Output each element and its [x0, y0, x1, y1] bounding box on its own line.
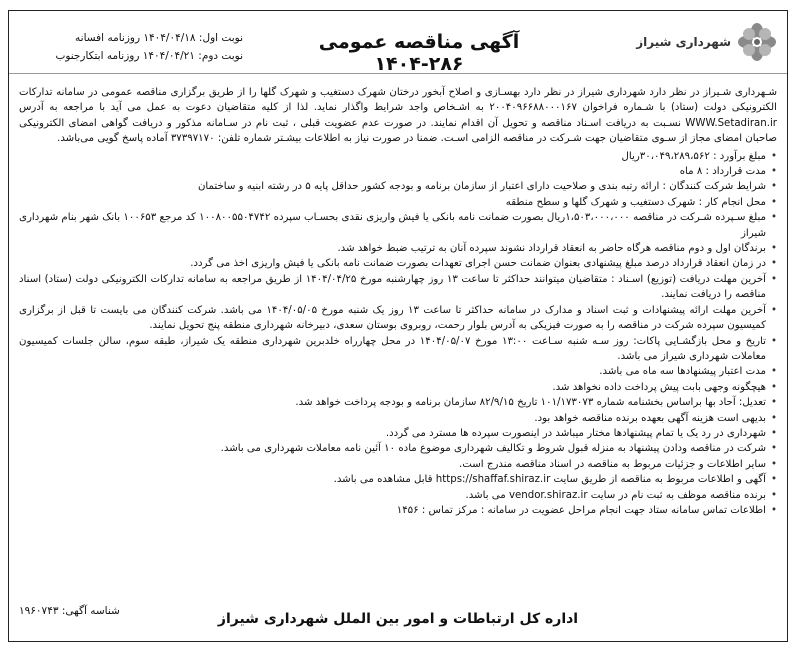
list-item: • شهرداری در رد یک یا تمام پیشنهادها مختار میباشد در اینصورت سپرده ها مسترد می گردد.	[19, 426, 777, 441]
ad-header	[9, 11, 787, 74]
tender-advertisement	[8, 10, 788, 642]
list-item: • آگهی و اطلاعات مربوط به مناقصه از طریق سایت https://shaffaf.shiraz.ir قابل مشاهده می باشد.	[19, 472, 777, 487]
list-item: • برنده مناقصه موظف به ثبت نام در سایت vendor.shiraz.ir می باشد.	[19, 488, 777, 503]
logo-text: شهرداری شیراز	[636, 35, 731, 49]
list-item: • تاریخ و محل بازگشـایی پاکات: روز سـه شنبه سـاعت ۱۳:۰۰ مورخ ۱۴۰۴/۰۵/۰۷ در محل چهارراه خلدبرین شهرداری منطقه یک شیراز، طبقه سوم، سالن جلسات کمیسیون معاملات شهرداری شیراز می باشد.	[19, 334, 777, 365]
publish-second: نوبت دوم: ۱۴۰۴/۰۴/۲۱ روزنامه ابتکارجنوب	[55, 50, 243, 62]
ad-footer	[9, 599, 787, 633]
list-item: • مدت اعتبار پیشنهادها سه ماه می باشد.	[19, 364, 777, 379]
list-item: • اطلاعات تماس سامانه ستاد جهت انجام مراحل عضویت در سامانه : مرکز تماس : ۱۴۵۶	[19, 503, 777, 518]
list-item: • مدت قرارداد : ۸ ماه	[19, 164, 777, 179]
list-item: • تعدیل: آحاد بها براساس بخشنامه شماره ۱۰۱/۱۷۳۰۷۳ تاریخ ۸۲/۹/۱۵ سازمان برنامه و بودجه پرداخت خواهد شد.	[19, 395, 777, 410]
list-item: • بدیهی است هزینه آگهی بعهده برنده مناقصه خواهد بود.	[19, 411, 777, 426]
list-item: • هیچگونه وجهی بابت پیش پرداخت داده نخواهد شد.	[19, 380, 777, 395]
intro-paragraph: شـهرداری شـیراز در نظر دارد شهرداری شیراز در نظر دارد بهسـازی و اصلاح آبخور درختان شهرک دستغیب و شهرک گلها را از طریق برگزاری مناقصه عمومی در سامانه تدارکات الکترونیکی دولت (ستاد) با شـماره فراخوان ۲۰۰۴۰۹۶۶۸۸۰۰۰۱۶۷ به اشـخاص واجد شرایط واگذار نماید. لذا از کلیه متقاضیان دعوت به عمل می آید با مراجعه به آدرس WWW.Setadiran.ir نسـبت به دریافت اسـناد مناقصه و تحویل آن اقدام نمایند. در صورت عدم عضویت قبلی ، ثبت نام در سـامانه مذکور و دریافت گواهی امضای الکترونیکی صاحبان امضای مجاز از سـوی متقاضیان جهت شـرکت در مناقصه الزامی اسـت. ضمنا در صورت نیاز به اطلاعات بیشـتر شماره تلفن: ۳۷۳۹۷۱۷۰ آماده پاسخ گویی می‌باشد.	[19, 87, 777, 145]
list-item: • آخرین مهلت ارائه پیشنهادات و ثبت اسناد و مدارک در سامانه حداکثر تا ساعت ۱۳ روز یک شنبه مورخ ۱۴۰۴/۰۵/۰۵ می باشد. شرکت کنندگان می بایست تا قبل از برگزاری کمیسیون سپرده شرکت در مناقصه را به صورت فیزیکی به آدرس بلوار رحمت، روبروی بوستان سعدی، دبیرخانه شهرداری منطقه پنج تحویل نمایند.	[19, 303, 777, 334]
conditions-list	[19, 149, 777, 519]
department-name: اداره کل ارتباطات و امور بین الملل شهرداری شیراز	[217, 611, 579, 627]
ad-title: آگهی مناقصه عمومی ۲۸۶-۱۴۰۴	[318, 31, 520, 75]
list-item: • برندگان اول و دوم مناقصه هرگاه حاضر به انعقاد قرارداد نشوند سپرده آنان به ترتیب ضبط خواهد شد.	[19, 241, 777, 256]
list-item: • در زمان انعقاد قرارداد درصد مبلغ پیشنهادی بعنوان ضمانت حسن اجرای تعهدات بصورت ضمانت نامه بانکی یا فیش واریزی اخذ می گردد.	[19, 256, 777, 271]
list-item: • مبلغ سـپرده شـرکت در مناقصه ۱،۵۰۳،۰۰۰،۰۰۰ریال بصورت ضمانت نامه بانکی یا فیش واریزی نقدی بحسـاب سپرده ۱۰۰۸۰۰۵۵۰۴۷۴۲ کد مرجع ۱۰۰۶۵۳ بانک شهر بنام شهرداری شیراز	[19, 210, 777, 241]
publication-info	[23, 29, 243, 65]
publish-first: نوبت اول: ۱۴۰۴/۰۴/۱۸ روزنامه افسانه	[75, 32, 243, 44]
flower-logo-icon	[737, 22, 777, 62]
list-item: • مبلغ برآورد : ۳۰،۰۴۹،۲۸۹،۵۶۲ریال	[19, 149, 777, 164]
list-item: • محل انجام کار : شهرک دستغیب و شهرک گلها و سطح منطقه	[19, 195, 777, 210]
list-item: • شرکت در مناقصه ودادن پیشنهاد به منزله قبول شروط و تکالیف شهرداری موضوع ماده ۱۰ آئین نامه معاملات شهرداری می باشد.	[19, 441, 777, 456]
list-item: • سایر اطلاعات و جزئیات مربوط به مناقصه در اسناد مناقصه مندرج است.	[19, 457, 777, 472]
ad-id: شناسه آگهی: ۱۹۶۰۷۴۳	[19, 605, 120, 617]
list-item: • آخرین مهلت دریافت (توزیع) اسـناد : متقاضیان میتوانند حداکثر تا ساعت ۱۳ روز چهارشنبه مورخ ۱۴۰۴/۰۴/۲۵ از طریق مراجعه به سامانه تدارکات الکترونیکی دولت (ستاد) اسناد مناقصه را دریافت نمایند.	[19, 272, 777, 303]
shiraz-municipality-logo	[627, 19, 777, 65]
list-item: • شرایط شرکت کنندگان : ارائه رتبه بندی و صلاحیت دارای اعتبار از سازمان برنامه و بودجه کشور حداقل پایه ۵ در رشته ابنیه و ساختمان	[19, 179, 777, 194]
ad-body	[19, 85, 777, 518]
